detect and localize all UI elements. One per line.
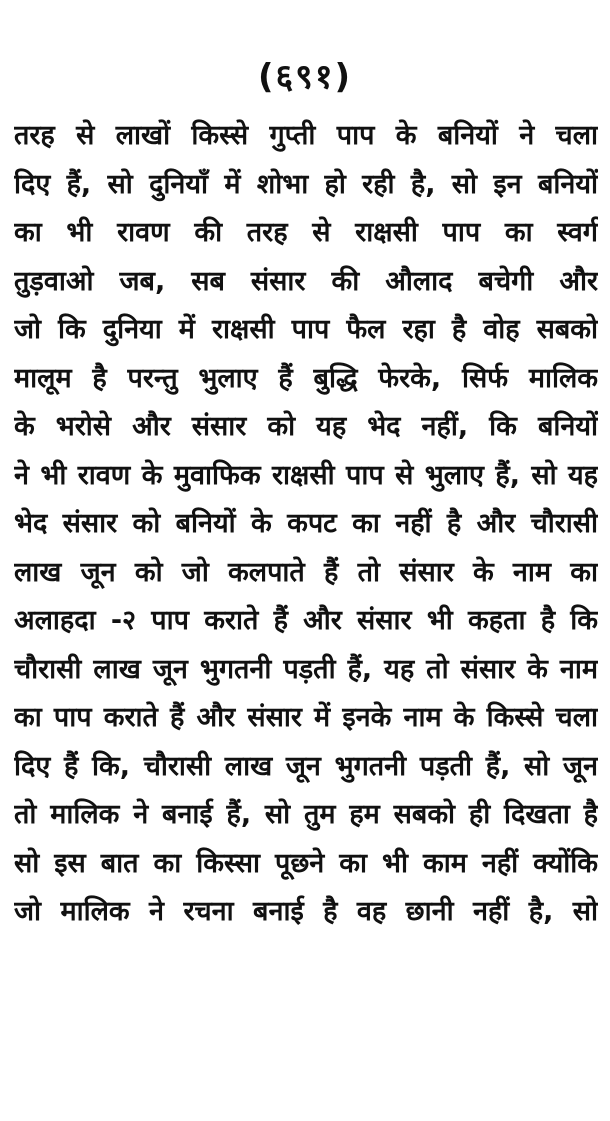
text-line: का भी रावण की तरह से राक्षसी पाप का स्वर्ग	[14, 217, 598, 248]
text-line: दिए हैं कि, चौरासी लाख जून भुगतनी पड़ती हैं, सो जून	[14, 750, 598, 782]
body-text	[14, 112, 598, 937]
text-line: दिए हैं, सो दुनियाँ में शोभा हो रही है, सो इन बनियों	[14, 168, 598, 200]
text-line: चौरासी लाख जून भुगतनी पड़ती हैं, यह तो संसार के नाम	[14, 653, 598, 685]
text-line: मालूम है परन्तु भुलाए हैं बुद्धि फेरके, सिर्फ मालिक	[14, 362, 598, 394]
text-line: लाख जून को जो कलपाते हैं तो संसार के नाम का	[14, 556, 598, 588]
text-line: का पाप कराते हैं और संसार में इनके नाम के किस्से चला	[14, 702, 598, 733]
text-line: तो मालिक ने बनाई हैं, सो तुम हम सबको ही दिखता है	[14, 799, 598, 830]
text-line: जो मालिक ने रचना बनाई है वह छानी नहीं है, सो	[14, 896, 598, 927]
text-line: अलाहदा -२ पाप कराते हैं और संसार भी कहता है कि	[14, 605, 598, 636]
text-line: सो इस बात का किस्सा पूछने का भी काम नहीं क्योंकि	[14, 847, 598, 879]
text-line: तुड़वाओ जब, सब संसार की औलाद बचेगी और	[14, 265, 598, 297]
text-line: भेद संसार को बनियों के कपट का नहीं है और चौरासी	[14, 508, 598, 539]
text-line: तरह से लाखों किस्से गुप्ती पाप के बनियों ने चला	[14, 120, 598, 151]
page-number: (६९१)	[257, 57, 353, 97]
text-line: के भरोसे और संसार को यह भेद नहीं, कि बनियों	[14, 411, 598, 442]
text-line: ने भी रावण के मुवाफिक राक्षसी पाप से भुलाए हैं, सो यह	[14, 459, 598, 491]
text-line: जो कि दुनिया में राक्षसी पाप फैल रहा है वोह सबको	[14, 314, 598, 345]
